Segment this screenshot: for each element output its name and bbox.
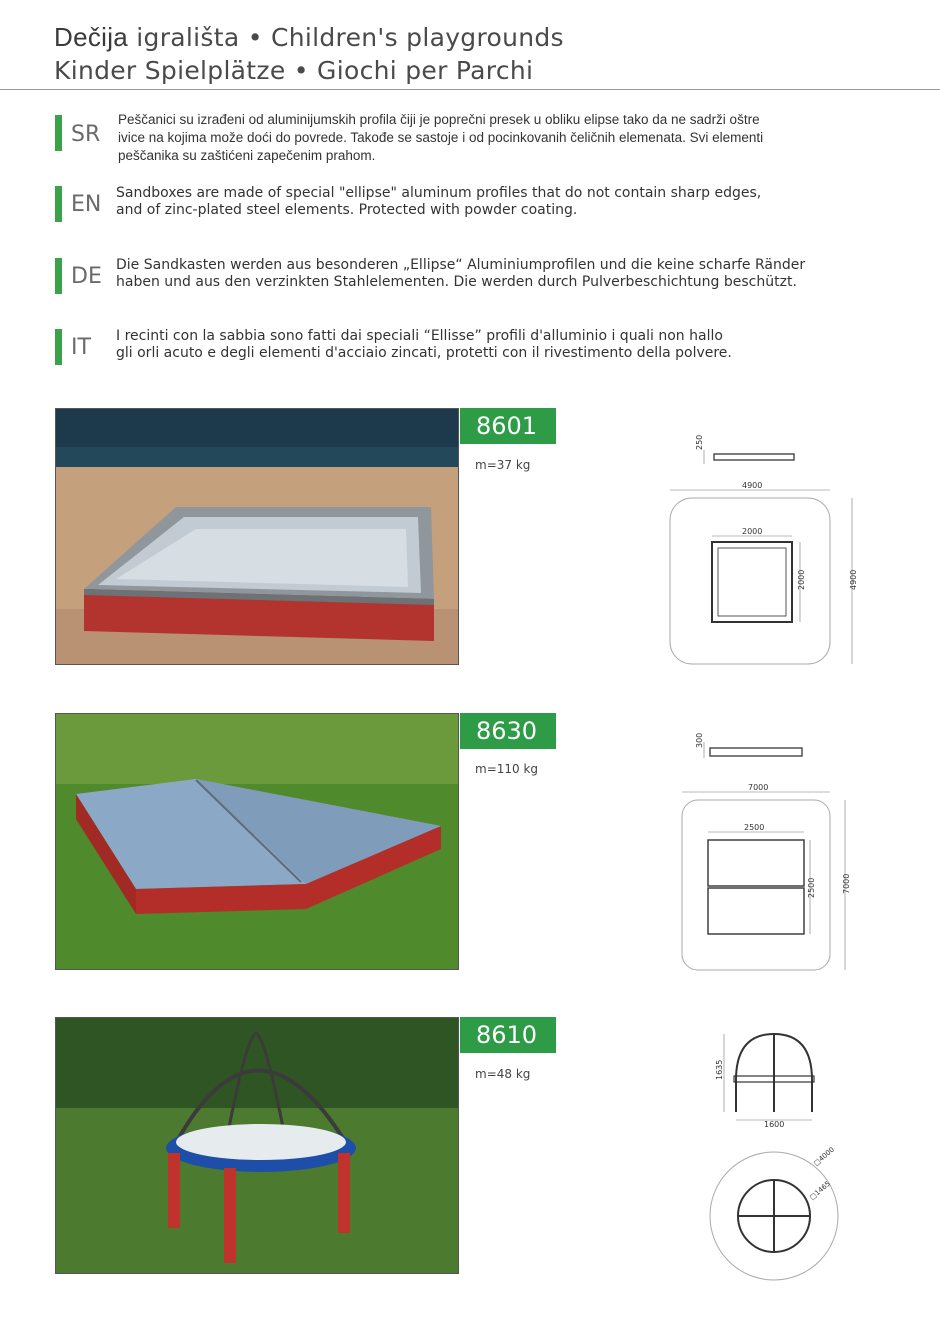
title-rest: igrališta • Children's playgrounds — [128, 23, 564, 52]
description-line: and of zinc-plated steel elements. Protected with powder coating. — [116, 202, 578, 218]
dim-inner-diameter-8610: □1465 — [808, 1179, 833, 1202]
title-first-word: Dečija — [54, 22, 129, 52]
lang-code-sr: SR — [71, 122, 101, 147]
header-divider — [0, 89, 940, 90]
dim-outer-side-8630: 7000 — [842, 873, 851, 894]
product-mass-8610: m=48 kg — [475, 1067, 531, 1081]
round-sandbox-photo-illustration — [56, 1018, 458, 1273]
description-line: Peščanici su izrađeni od aluminijumskih profila čiji je poprečni presek u obliku elipse tako da ne sadrži oštre — [118, 112, 760, 127]
description-line: ivice na kojima može doći do povrede. Takođe se sastoje i od pocinkovanih čeličnih elemenata. Svi elementi — [118, 130, 764, 145]
description-line: haben und aus den verzinkten Stahlelementen. Die werden durch Pulverbeschichtung beschützt. — [116, 274, 797, 290]
dim-height-8601: 250 — [695, 434, 704, 450]
product-photo-8601 — [55, 408, 459, 665]
lang-code-en: EN — [71, 192, 102, 217]
description-line: Sandboxes are made of special "ellipse" aluminum profiles that do not contain sharp edges, — [116, 185, 762, 201]
product-mass-8630: m=110 kg — [475, 762, 539, 776]
product-photo-8610 — [55, 1017, 459, 1274]
page-subtitle: Kinder Spielplätze • Giochi per Parchi — [54, 56, 534, 85]
product-photo-8630 — [55, 713, 459, 970]
lang-marker-it — [55, 329, 62, 365]
description-line: I recinti con la sabbia sono fatti dai speciali “Ellisse” profili d'alluminio i quali non hallo — [116, 328, 723, 344]
technical-drawing-8601 — [660, 428, 860, 672]
dim-outer-8630: 7000 — [748, 783, 769, 792]
description-line: Die Sandkasten werden aus besonderen „Ellipse“ Aluminiumprofilen und die keine scharfe Ränder — [116, 257, 806, 273]
description-en — [116, 185, 761, 219]
description-de — [116, 257, 805, 291]
dim-height-8630: 300 — [695, 732, 704, 748]
covered-sandbox-photo-illustration — [56, 714, 458, 969]
dim-outer-side-8601: 4900 — [849, 569, 858, 590]
lang-marker-sr — [55, 115, 62, 151]
product-code-badge-8601: 8601 — [460, 408, 556, 444]
dim-outer-diameter-8610: □4000 — [812, 1145, 837, 1168]
description-line: gli orli acuto e degli elementi d'acciaio zincati, protetti con il rivestimento della polvere. — [116, 345, 732, 361]
product-code-badge-8630: 8630 — [460, 713, 556, 749]
dim-inner-8630: 2500 — [744, 823, 765, 832]
dim-height-8610: 1635 — [715, 1059, 724, 1080]
description-it — [116, 328, 732, 362]
dim-outer-8601: 4900 — [742, 481, 763, 490]
dim-inner-side-8601: 2000 — [797, 569, 806, 590]
technical-drawing-8630 — [670, 728, 860, 982]
lang-marker-en — [55, 186, 62, 222]
sandbox-photo-illustration — [56, 409, 458, 664]
page-title — [54, 22, 564, 53]
lang-code-it: IT — [71, 335, 91, 360]
product-mass-8601: m=37 kg — [475, 458, 531, 472]
dim-width-8610: 1600 — [764, 1120, 785, 1129]
lang-marker-de — [55, 258, 62, 294]
lang-code-de: DE — [71, 264, 102, 289]
dim-inner-side-8630: 2500 — [807, 877, 816, 898]
technical-drawing-8610 — [700, 1028, 850, 1292]
product-code-badge-8610: 8610 — [460, 1017, 556, 1053]
dim-inner-8601: 2000 — [742, 527, 763, 536]
description-line: peščanika su zaštićeni zapečenim prahom. — [118, 148, 376, 163]
description-sr — [118, 111, 763, 165]
